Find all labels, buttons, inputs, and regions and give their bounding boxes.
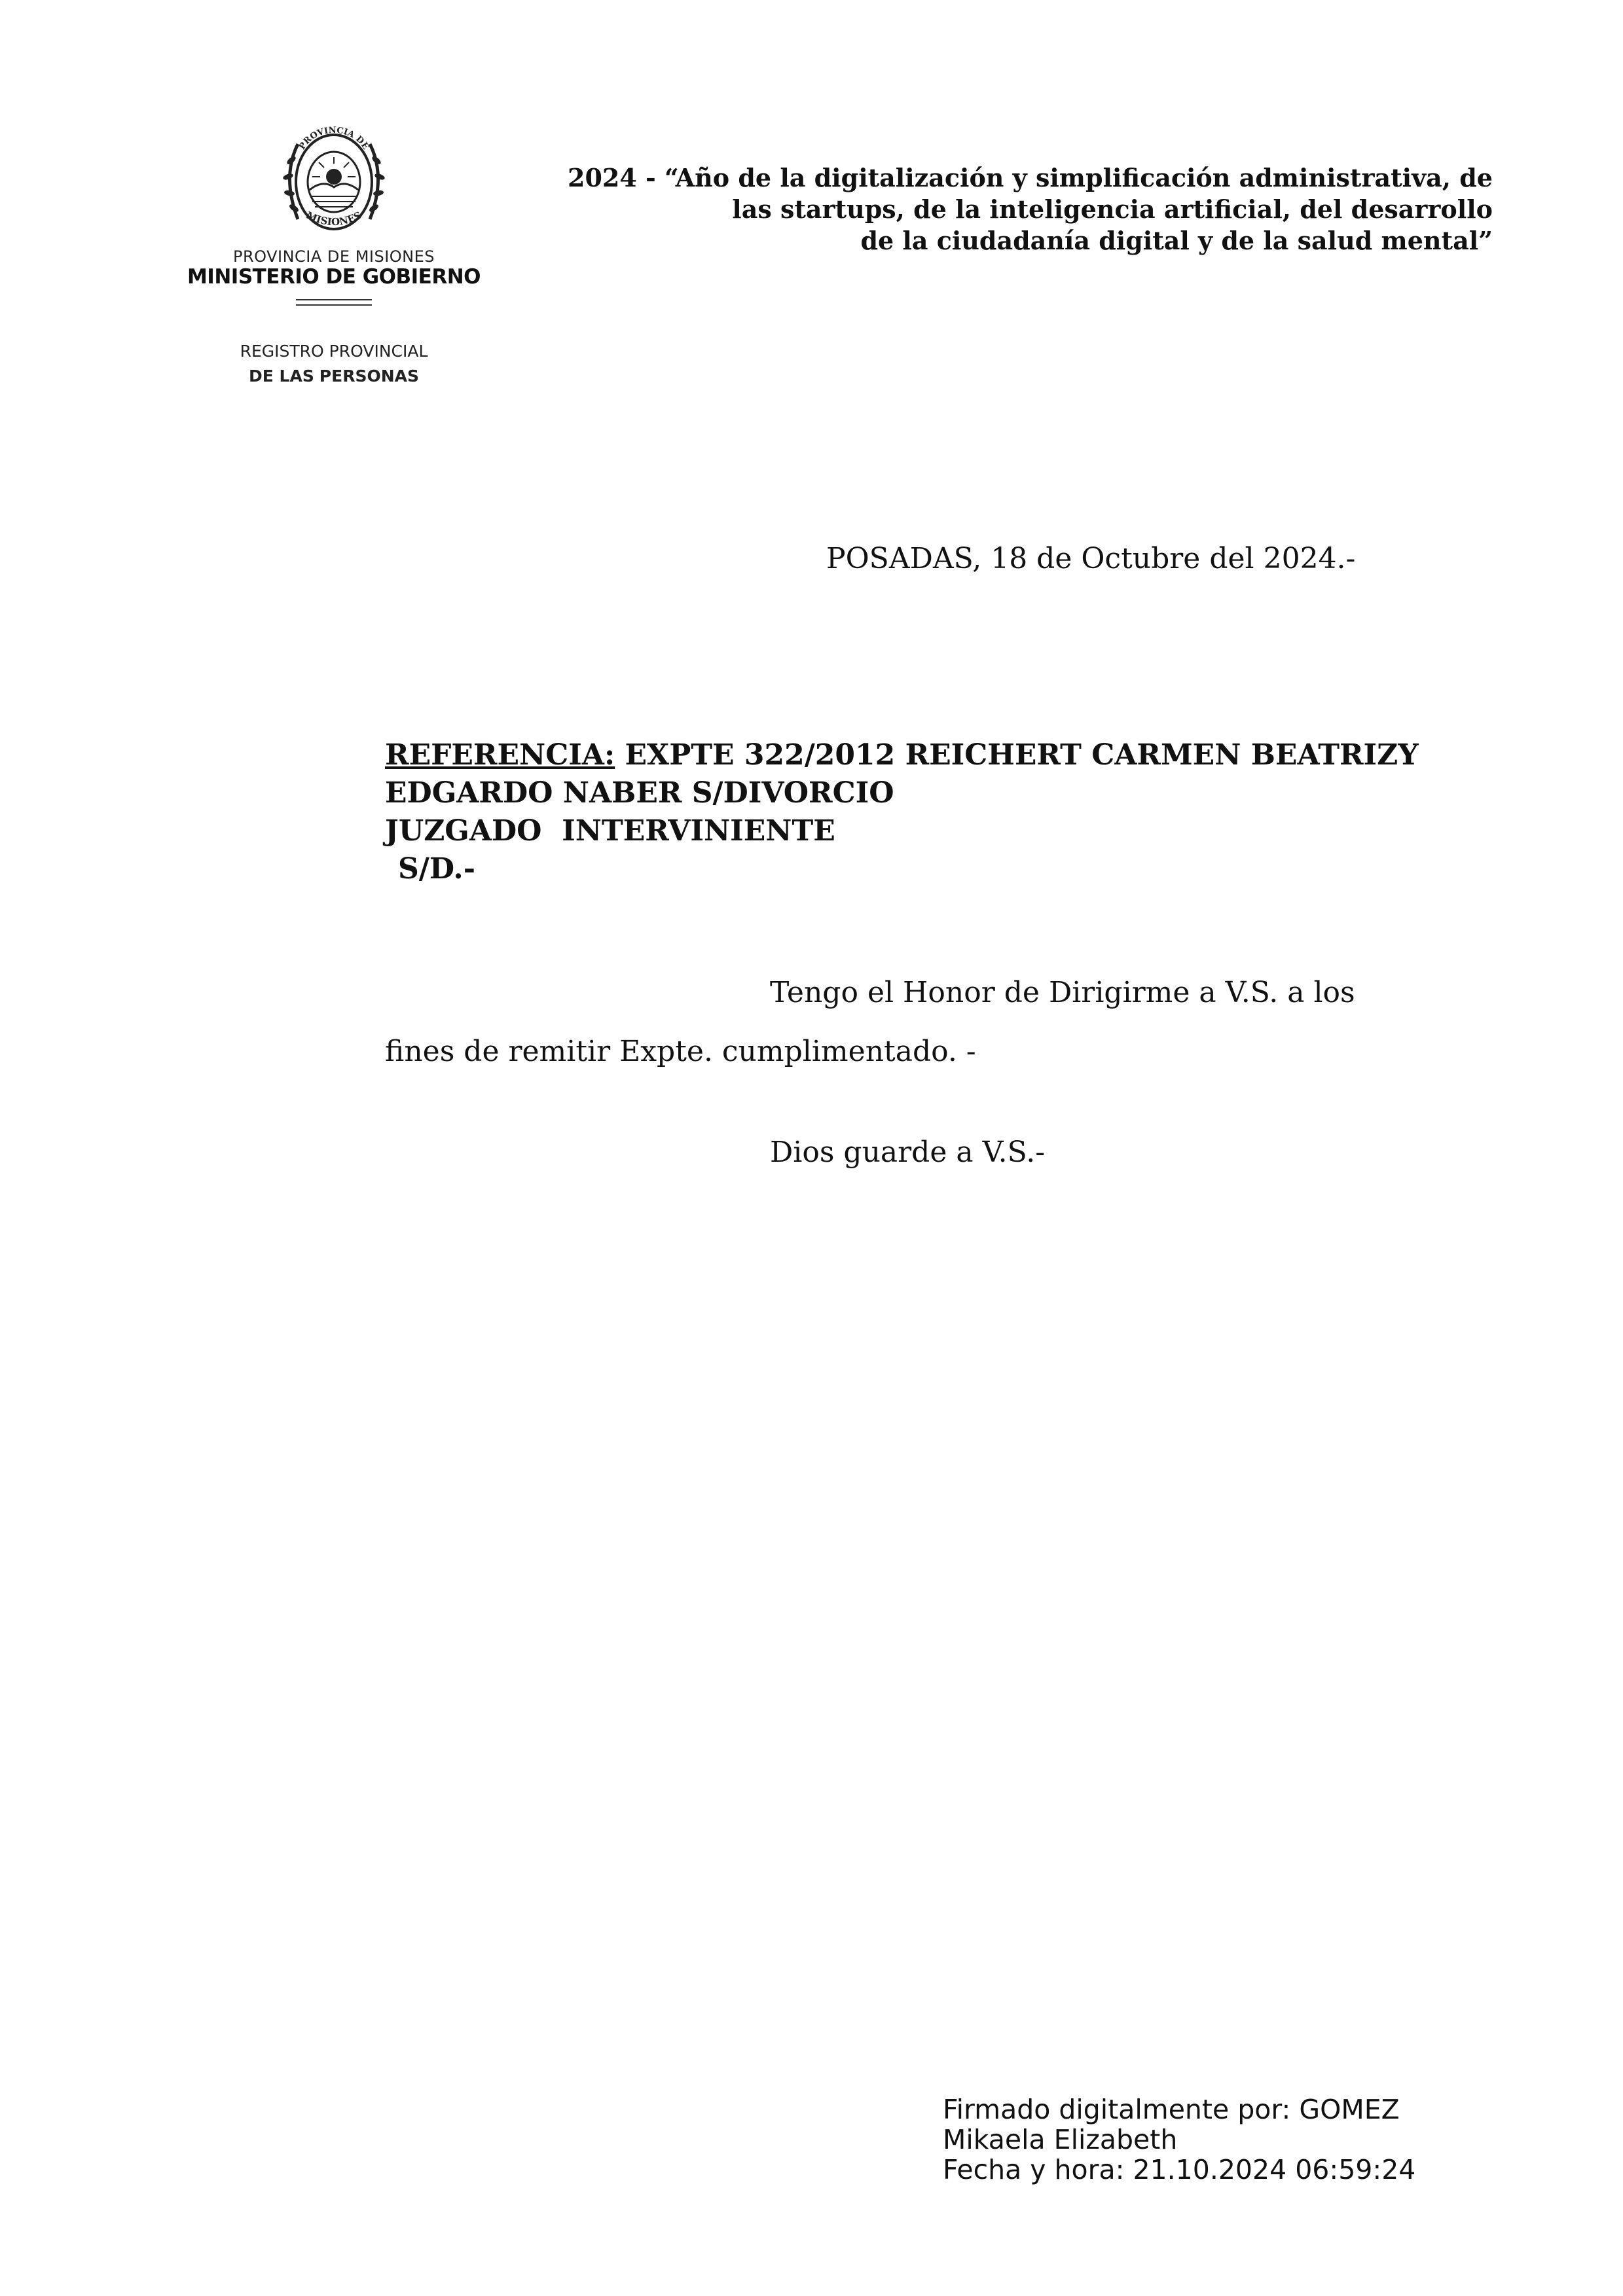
registry-line-2 bbox=[190, 364, 478, 389]
svg-text:MISIONES: MISIONES bbox=[304, 209, 363, 228]
year-motto bbox=[458, 162, 1493, 257]
reference-label: REFERENCIA: bbox=[385, 738, 615, 772]
provincial-seal-icon bbox=[272, 124, 396, 239]
reference-line-1 bbox=[385, 736, 1511, 774]
signature-line-3: Fecha y hora: 21.10.2024 06:59:24 bbox=[943, 2154, 1416, 2185]
paragraph-text-1: Tengo el Honor de Dirigirme a V.S. a los bbox=[770, 976, 1355, 1009]
closing-salutation: Dios guarde a V.S.- bbox=[770, 1136, 1046, 1169]
body-paragraph bbox=[385, 963, 1511, 1081]
reference-text-1: EXPTE 322/2012 REICHERT CARMEN BEATRIZY bbox=[625, 738, 1419, 772]
svg-text:PROVINCIA DE: PROVINCIA DE bbox=[297, 125, 371, 152]
signature-line-2: Mikaela Elizabeth bbox=[943, 2124, 1178, 2155]
registry-name bbox=[190, 339, 478, 389]
registry-line-2b: PERSONAS bbox=[319, 367, 419, 386]
paragraph-line-2: fines de remitir Expte. cumplimentado. - bbox=[385, 1035, 976, 1068]
reference-line-3: JUZGADO INTERVINIENTE bbox=[385, 814, 835, 848]
motto-line-2: las startups, de la inteligencia artificial, del desarrollo bbox=[732, 194, 1493, 224]
document-date: POSADAS, 18 de Octubre del 2024.- bbox=[826, 542, 1356, 575]
reference-block bbox=[385, 736, 1511, 888]
header-divider bbox=[296, 304, 372, 306]
registry-line-1: REGISTRO PROVINCIAL bbox=[240, 342, 428, 361]
digital-signature bbox=[943, 2094, 1532, 2185]
reference-line-2: EDGARDO NABER S/DIVORCIO bbox=[385, 776, 894, 810]
paragraph-line-1 bbox=[385, 963, 1511, 1022]
registry-line-2a: DE LAS bbox=[249, 367, 314, 386]
signature-line-1: Firmado digitalmente por: GOMEZ bbox=[943, 2094, 1400, 2125]
motto-line-3: de la ciudadanía digital y de la salud mental” bbox=[860, 226, 1493, 255]
motto-line-1: 2024 - “Año de la digitalización y simplificación administrativa, de bbox=[568, 163, 1493, 192]
header-divider bbox=[296, 299, 372, 300]
reference-line-4: S/D.- bbox=[398, 852, 476, 886]
province-name: PROVINCIA DE MISIONES bbox=[232, 247, 435, 266]
ministry-name: MINISTERIO DE GOBIERNO bbox=[187, 265, 481, 289]
